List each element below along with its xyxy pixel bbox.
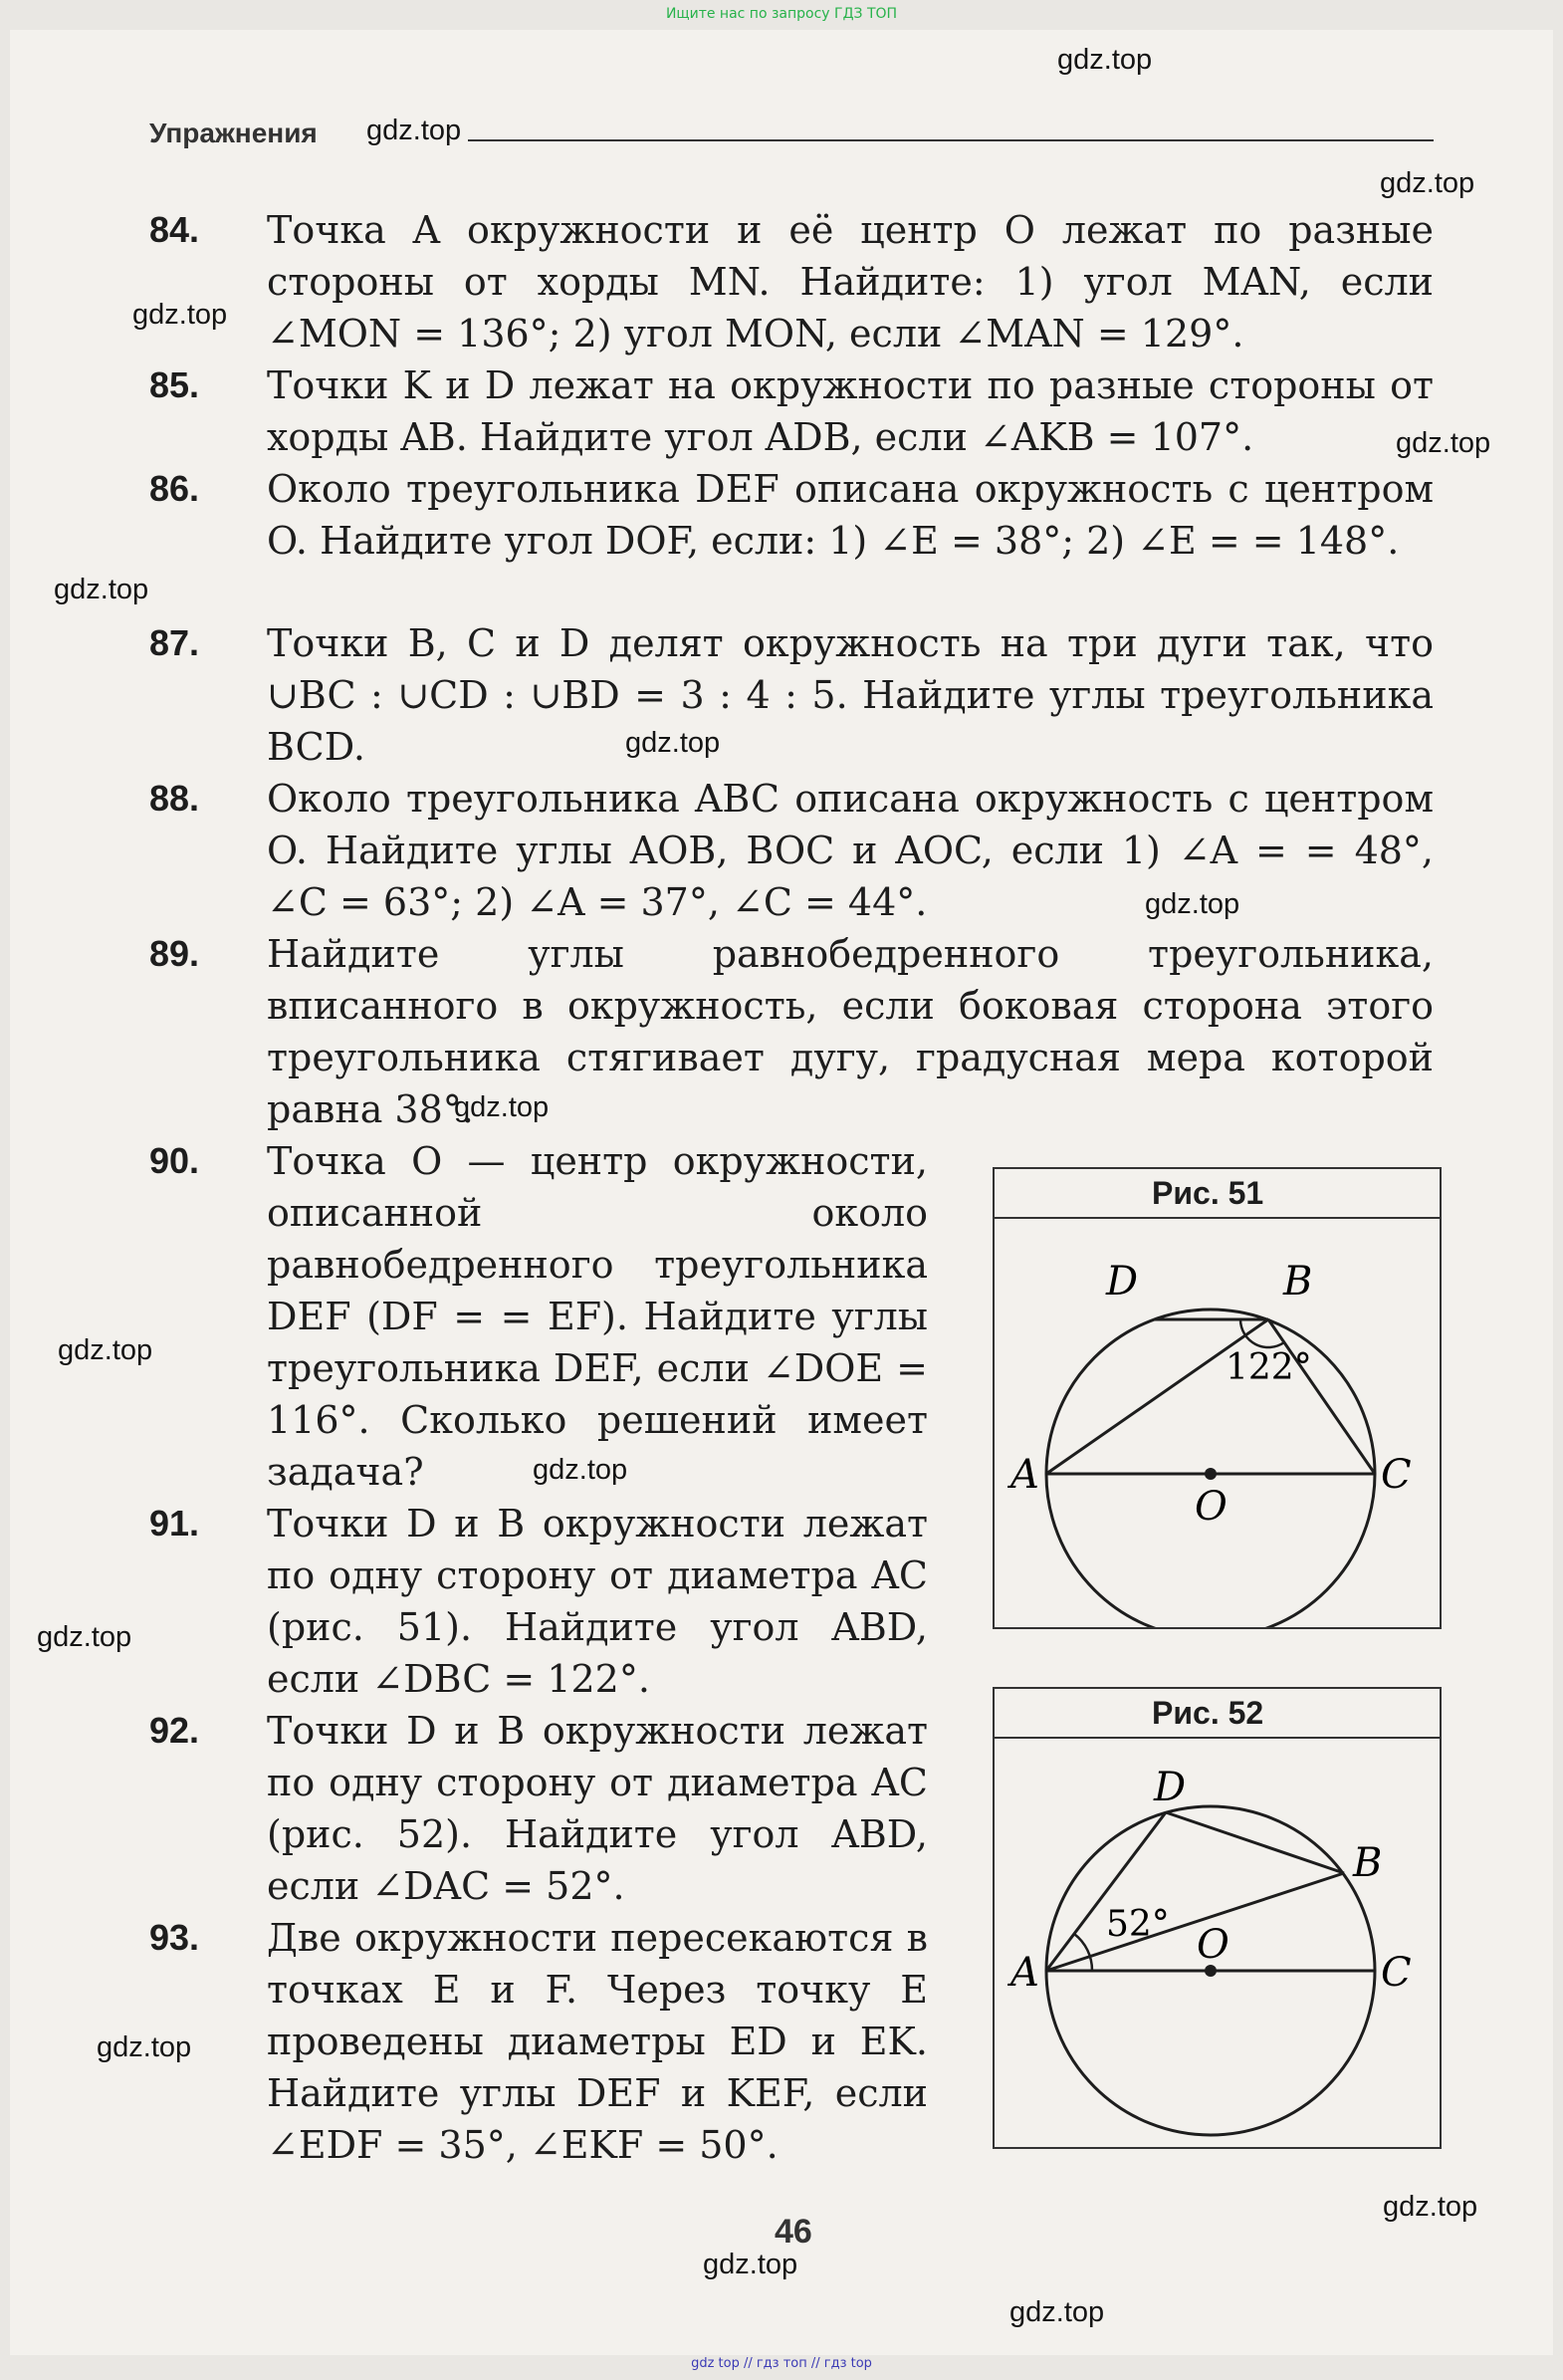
watermark: gdz.top (1383, 2191, 1478, 2223)
label-o: O (1195, 1484, 1228, 1530)
problem-number: 93. (149, 1917, 200, 1958)
problem-85 (149, 359, 1434, 463)
watermark: gdz.top (533, 1454, 628, 1486)
problem-91 (149, 1498, 928, 1705)
watermark: gdz.top (1057, 44, 1153, 76)
figure-52 (993, 1687, 1442, 2149)
center-point (1205, 1468, 1217, 1480)
watermark: gdz.top (1396, 427, 1491, 459)
label-d: D (1154, 1765, 1187, 1810)
top-banner[interactable]: Ищите нас по запросу ГДЗ ТОП (665, 6, 898, 22)
problem-text: Точки B, C и D делят окружность на три дуги так, что ∪BC : ∪CD : ∪BD = 3 : 4 : 5. Найдите углы треугольника BCD. (267, 621, 1434, 769)
watermark: gdz.top (454, 1091, 550, 1123)
label-a: A (1010, 1950, 1039, 1996)
watermark: gdz.top (132, 299, 228, 331)
problem-number: 89. (149, 933, 200, 974)
watermark: gdz.top (625, 727, 721, 759)
problem-number: 90. (149, 1140, 200, 1181)
problem-number: 86. (149, 468, 200, 509)
problem-84 (149, 204, 1434, 359)
problem-text: Найдите углы равнобедренного треугольника, вписанного в окружность, если боковая сторона этого треугольника стягивает дугу, градусная мера которой равна 38°. (267, 932, 1434, 1131)
chord-ad (1046, 1812, 1166, 1971)
problem-number: 92. (149, 1710, 200, 1751)
page-number: 46 (775, 2213, 812, 2251)
watermark: gdz.top (97, 2031, 192, 2063)
figure-51-diagram (995, 1219, 1440, 1627)
problem-number: 87. (149, 622, 200, 663)
watermark: gdz.top (37, 1621, 132, 1653)
watermark: gdz.top (703, 2249, 798, 2280)
header-divider (468, 139, 1434, 141)
problem-number: 88. (149, 778, 200, 819)
watermark: gdz.top (54, 574, 149, 605)
watermark: gdz.top (366, 115, 462, 146)
problem-number: 85. (149, 364, 200, 405)
problem-89 (149, 928, 1434, 1135)
watermark: gdz.top (1380, 167, 1475, 199)
bottom-banner[interactable]: gdz top // гдз топ // гдз top (691, 2356, 872, 2371)
problem-text: Две окружности пересекаются в точках E и F. Через точку E проведены диаметры ED и EK. Найдите углы DEF и KEF, если ∠EDF = 35°, ∠EKF = 50°. (267, 1916, 928, 2167)
label-c: C (1381, 1950, 1412, 1996)
label-b: B (1283, 1259, 1313, 1305)
problem-text: Точка O — центр окружности, описанной около равнобедренного треугольника DEF (DF = = EF). Найдите углы треугольника DEF, если ∠DOE = 116°. Сколько решений имеет задача? (267, 1139, 928, 1494)
problem-text: Точки K и D лежат на окружности по разные стороны от хорды AB. Найдите угол ADB, если ∠AKB = 107°. (267, 363, 1434, 459)
watermark: gdz.top (58, 1334, 153, 1366)
angle-value: 52° (1106, 1904, 1170, 1945)
problem-text: Точки D и B окружности лежат по одну сторону от диаметра AC (рис. 52). Найдите угол ABD, если ∠DAC = 52°. (267, 1709, 928, 1908)
watermark: gdz.top (1009, 2296, 1105, 2328)
chord-db (1166, 1812, 1344, 1873)
label-d: D (1106, 1259, 1139, 1305)
problem-text: Точка A окружности и её центр O лежат по разные стороны от хорды MN. Найдите: 1) угол MAN, если ∠MON = 136°; 2) угол MON, если ∠MAN = 129°. (267, 208, 1434, 356)
problem-87 (149, 617, 1434, 773)
figure-52-diagram (995, 1739, 1440, 2147)
figure-caption: Рис. 52 (995, 1689, 1440, 1739)
problem-text: Около треугольника DEF описана окружность с центром O. Найдите угол DOF, если: 1) ∠E = 38°; 2) ∠E = = 148°. (267, 467, 1434, 563)
figure-51 (993, 1167, 1442, 1629)
figure-caption: Рис. 51 (995, 1169, 1440, 1219)
chord-ab (1046, 1319, 1268, 1474)
label-b: B (1353, 1840, 1383, 1886)
problem-number: 84. (149, 209, 200, 250)
problem-text: Около треугольника ABC описана окружность с центром O. Найдите углы AOB, BOC и AOC, если 1) ∠A = = 48°, ∠C = 63°; 2) ∠A = 37°, ∠C = 44°. (267, 777, 1434, 924)
problem-88 (149, 773, 1434, 928)
problem-number: 91. (149, 1503, 200, 1544)
problem-90 (149, 1135, 928, 1498)
problem-92 (149, 1705, 928, 1912)
problem-86 (149, 463, 1434, 567)
label-a: A (1010, 1452, 1039, 1498)
label-c: C (1381, 1452, 1412, 1498)
angle-arc (1074, 1934, 1092, 1971)
watermark: gdz.top (1145, 888, 1240, 920)
problem-text: Точки D и B окружности лежат по одну сторону от диаметра AC (рис. 51). Найдите угол ABD, если ∠DBC = 122°. (267, 1502, 928, 1701)
section-title: Упражнения (149, 118, 318, 148)
label-o: O (1197, 1922, 1229, 1968)
angle-value: 122° (1226, 1347, 1312, 1388)
problem-93 (149, 1912, 928, 2171)
